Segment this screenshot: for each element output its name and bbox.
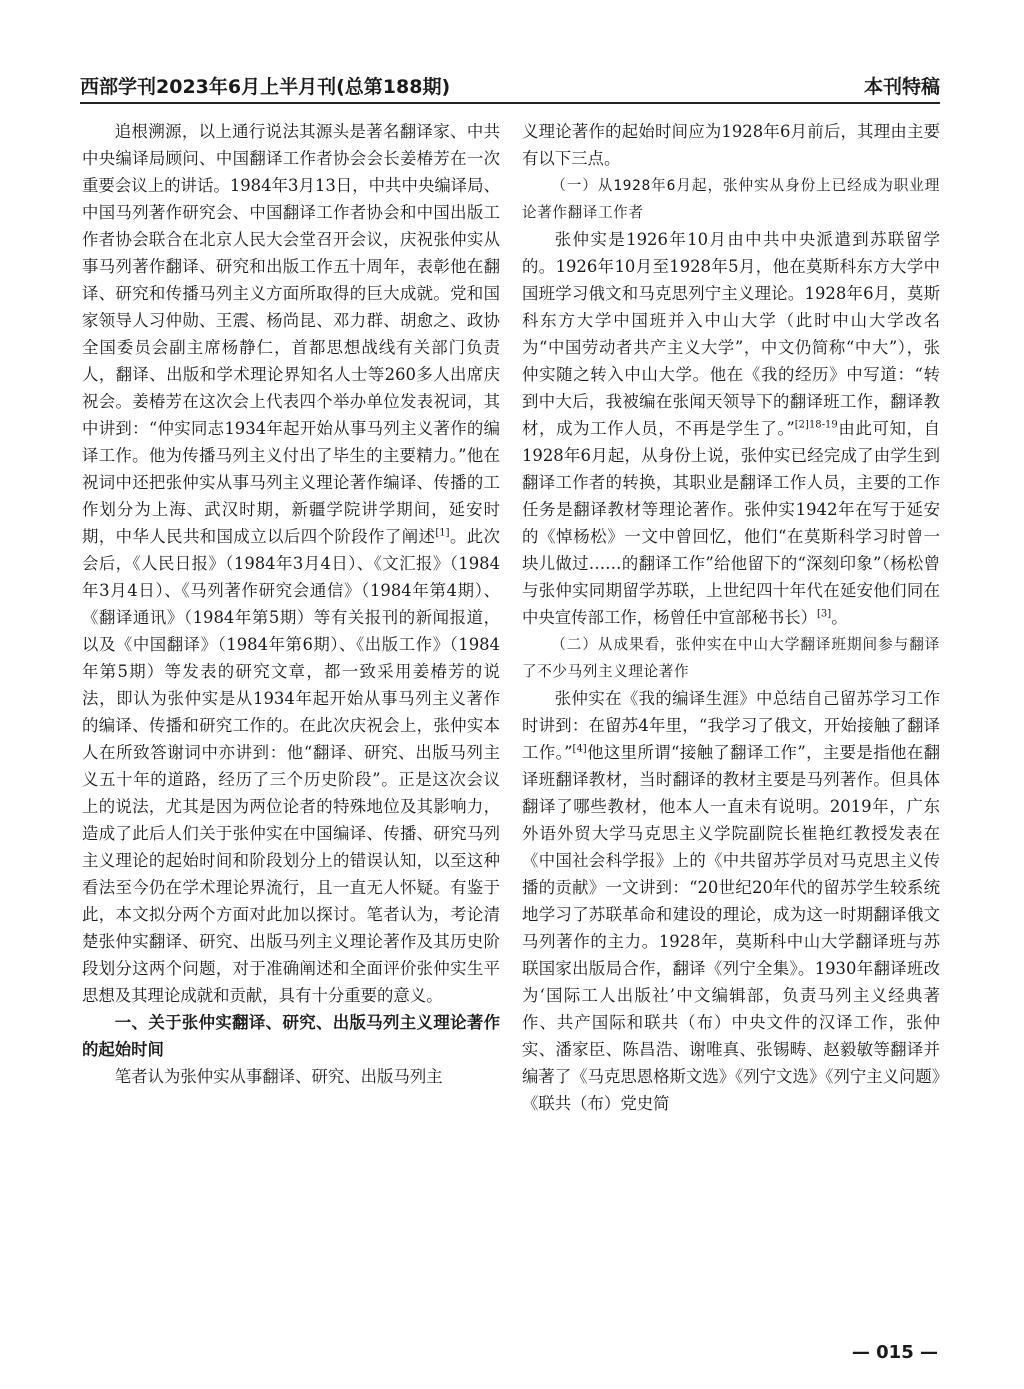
citation[interactable]: [1]: [435, 527, 450, 539]
subsection-heading: （二）从成果看，张仲实在中山大学翻译班期间参与翻译了不少马列主义理论著作: [522, 636, 940, 680]
section-heading: 一、关于张仲实翻译、研究、出版马列主义理论著作的起始时间: [82, 1013, 500, 1059]
citation[interactable]: [2]18-19: [794, 419, 838, 431]
paragraph: 义理论著作的起始时间应为1928年6月前后，其理由主要有以下三点。: [522, 122, 940, 168]
section-label: 本刊特稿: [863, 76, 940, 98]
paragraph: 张仲实在《我的编译生涯》中总结自己留苏学习工作时讲到：在留苏4年里，“我学习了俄文，开始接触了翻译工作。”[4]他这里所谓“接触了翻译工作”，主要是指他在翻译班翻译教材，当时翻译的教材主要是马列著作。但具体翻译了哪些教材，他本人一直未有说明。2019年，广东外语外贸大学马克思主义学院副院长崔艳红教授发表在《中国社会科学报》上的《中共留苏学员对马克思主义传播的贡献》一文讲到：“20世纪20年代的留苏学生较系统地学习了苏联革命和建设的理论，成为这一时期翻译俄文马列著作的主力。1928年，莫斯科中山大学翻译班与苏联国家出版局合作，翻译《列宁全集》。1930年翻译班改为‘国际工人出版社’中文编辑部，负责马列主义经典著作、共产国际和联共（布）中央文件的汉译工作，张仲实、潘家臣、陈昌浩、谢唯真、张锡畴、赵毅敏等翻译并编著了《马克思恩格斯文选》《列宁文选》《列宁主义问题》《联共（布）党史简: [522, 689, 940, 1113]
running-header: [80, 70, 940, 104]
right-column: [522, 118, 940, 1117]
paragraph: 笔者认为张仲实从事翻译、研究、出版马列主: [114, 1067, 443, 1086]
left-column: [82, 118, 500, 1090]
page-number: — 015 —: [851, 1342, 938, 1363]
paragraph: 追根溯源，以上通行说法其源头是著名翻译家、中共中央编译局顾问、中国翻译工作者协会会长姜椿芳在一次重要会议上的讲话。1984年3月13日，中共中央编译局、中国马列著作研究会、中国翻译工作者协会和中国出版工作者协会联合在北京人民大会堂召开会议，庆祝张仲实从事马列著作翻译、研究和出版工作五十周年，表彰他在翻译、研究和传播马列主义方面所取得的巨大成就。党和国家领导人习仲勋、王震、杨尚昆、邓力群、胡愈之、政协全国委员会副主席杨静仁，首都思想战线有关部门负责人，翻译、出版和学术理论界知名人士等260多人出席庆祝会。姜椿芳在这次会上代表四个举办单位发表祝词，其中讲到：“仲实同志1934年起开始从事马列主义著作的编译工作。他为传播马列主义付出了毕生的主要精力。”他在祝词中还把张仲实从事马列主义理论著作编译、传播的工作划分为上海、武汉时期，新疆学院讲学期间，延安时期，中华人民共和国成立以后四个阶段作了阐述[1]。此次会后，《人民日报》（1984年3月4日）、《文汇报》（1984年3月4日）、《马列著作研究会通信》（1984年第4期）、《翻译通讯》（1984年第5期）等有关报刊的新闻报道，以及《中国翻译》（1984年第6期）、《出版工作》（1984年第5期）等发表的研究文章，都一致采用姜椿芳的说法，即认为张仲实是从1934年起开始从事马列主义著作的编译、传播和研究工作的。在此次庆祝会上，张仲实本人在所致答谢词中亦讲到：他“翻译、研究、出版马列主义五十年的道路，经历了三个历史阶段”。正是这次会议上的说法，尤其是因为两位论者的特殊地位及其影响力，造成了此后人们关于张仲实在中国编译、传播、研究马列主义理论的起始时间和阶段划分上的错误认知，以至这种看法至今仍在学术理论界流行，且一直无人怀疑。有鉴于此，本文拟分两个方面对此加以探讨。笔者认为，考论清楚张仲实翻译、研究、出版马列主义理论著作及其历史阶段划分这两个问题，对于准确阐述和全面评价张仲实生平思想及其理论成就和贡献，具有十分重要的意义。: [82, 122, 501, 1005]
subsection-heading: （一）从1928年6月起，张仲实从身份上已经成为职业理论著作翻译工作者: [522, 177, 940, 221]
journal-title: 西部学刊2023年6月上半月刊(总第188期): [80, 76, 451, 98]
paragraph: 张仲实是1926年10月由中共中央派遣到苏联留学的。1926年10月至1928年5月，他在莫斯科东方大学中国班学习俄文和马克思列宁主义理论。1928年6月，莫斯科东方大学中国班并入中山大学（此时中山大学改名为“中国劳动者共产主义大学”，中文仍简称“中大”），张仲实随之转入中山大学。他在《我的经历》中写道：“转到中大后，我被编在张闻天领导下的翻译班工作，翻译教材，成为工作人员，不再是学生了。”$^{[2]18-19}$由此可知，自1928年6月起，从身份上说，张仲实已经完成了由学生到翻译工作者的转换，其职业是翻译工作人员，主要的工作任务是翻译教材等理论著作。张仲实1942年在写于延安的《悼杨松》一文中曾回忆，他们“在莫斯科学习时曾一块儿做过……的翻译工作”给他留下的“深刻印象”（杨松曾与张仲实同期留学苏联，上世纪四十年代在延安他们同在中央宣传部工作，杨曾任中宣部秘书长）[3]。: [522, 230, 941, 627]
citation[interactable]: [4]: [572, 743, 587, 755]
citation[interactable]: [3]: [817, 608, 832, 620]
